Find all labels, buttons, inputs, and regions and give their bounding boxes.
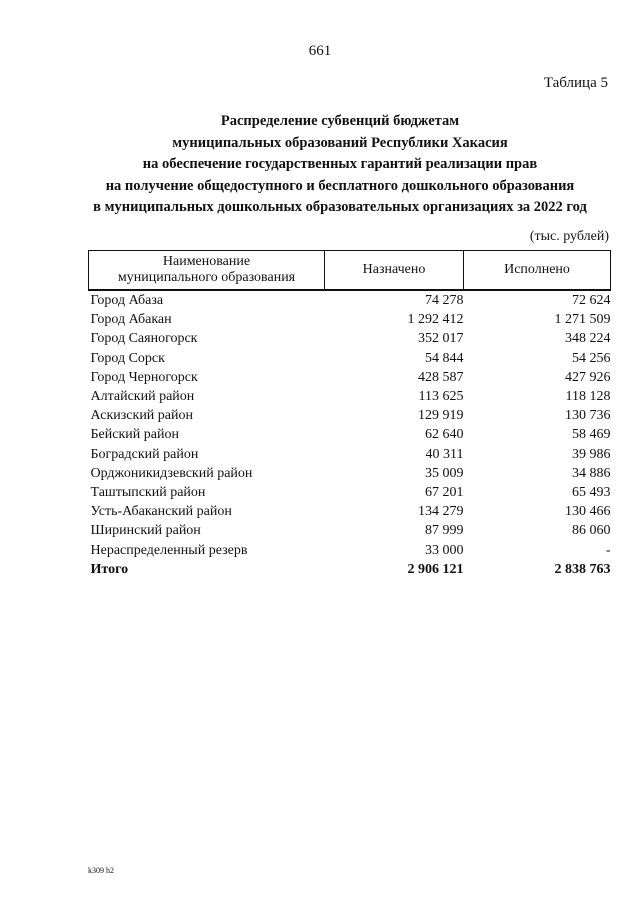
table-label: Таблица 5 (543, 75, 608, 91)
row-name: Ширинский район (90, 523, 201, 539)
row-assigned: 35 009 (425, 465, 464, 481)
table-row (89, 387, 611, 406)
row-assigned: 40 311 (425, 446, 464, 462)
page-number: 661 (308, 43, 332, 59)
row-executed: 54 256 (572, 350, 611, 366)
header-name (89, 251, 325, 291)
row-executed: - (605, 542, 611, 558)
table-row (89, 349, 611, 368)
title-line: Распределение субвенций бюджетам (220, 113, 460, 129)
row-name: Бейский район (90, 427, 179, 443)
row-assigned: 134 279 (418, 504, 464, 520)
table-row (89, 445, 611, 464)
row-name: Город Черногорск (90, 369, 198, 385)
row-assigned: 428 587 (418, 369, 464, 385)
row-name: Аскизский район (90, 408, 193, 424)
row-name: Город Абаза (90, 293, 164, 309)
header-assigned: Назначено (325, 251, 464, 291)
row-name: Усть-Абаканский район (90, 504, 232, 520)
title-line: на обеспечение государственных гарантий реализации прав (142, 156, 538, 172)
row-executed: 130 736 (565, 408, 611, 424)
row-assigned: 54 844 (425, 350, 464, 366)
row-name: Город Сорск (90, 350, 165, 366)
row-assigned: 87 999 (425, 523, 464, 539)
table-header-row (89, 251, 611, 291)
header-name-line2: муниципального образования (117, 270, 296, 285)
total-row (89, 560, 611, 579)
row-assigned: 62 640 (425, 427, 464, 443)
table-row (89, 502, 611, 521)
title-line: в муниципальных дошкольных образовательных организациях за 2022 год (93, 199, 587, 215)
table-row (89, 406, 611, 425)
row-assigned: 129 919 (418, 408, 464, 424)
row-executed: 65 493 (572, 484, 611, 500)
table-row (89, 540, 611, 559)
row-executed: 58 469 (572, 427, 611, 443)
row-assigned: 67 201 (425, 484, 464, 500)
row-assigned: 33 000 (425, 542, 464, 558)
row-executed: 39 986 (572, 446, 611, 462)
row-name: Орджоникидзевский район (90, 465, 253, 481)
row-executed: 1 271 509 (554, 312, 611, 328)
row-executed: 348 224 (565, 331, 611, 347)
row-name: Город Абакан (90, 312, 172, 328)
row-name: Алтайский район (90, 389, 195, 405)
row-name: Нераспределенный резерв (90, 542, 248, 558)
row-executed: 118 128 (565, 389, 611, 405)
total-label: Итого (90, 561, 129, 577)
row-executed: 72 624 (572, 293, 611, 309)
row-assigned: 74 278 (425, 293, 464, 309)
document-title (60, 111, 620, 219)
row-assigned: 1 292 412 (407, 312, 464, 328)
table-row (89, 425, 611, 444)
header-name-line1: Наименование (162, 254, 251, 269)
row-name: Таштыпский район (90, 484, 206, 500)
units-note: (тыс. рублей) (529, 229, 609, 244)
header-executed: Исполнено (464, 251, 611, 291)
footer-code: k309 h2 (88, 866, 114, 875)
row-assigned: 113 625 (418, 389, 464, 405)
total-executed: 2 838 763 (554, 561, 611, 577)
title-line: муниципальных образований Республики Хакасия (172, 134, 508, 151)
table-row (89, 290, 611, 310)
table-row (89, 368, 611, 387)
table-row (89, 310, 611, 329)
title-line: на получение общедоступного и бесплатного дошкольного образования (105, 177, 575, 194)
row-executed: 34 886 (572, 465, 611, 481)
table-row (89, 464, 611, 483)
table-row (89, 521, 611, 540)
row-name: Город Саяногорск (90, 331, 198, 347)
row-assigned: 352 017 (418, 331, 464, 347)
table-row (89, 483, 611, 502)
total-assigned: 2 906 121 (407, 561, 464, 577)
row-executed: 427 926 (565, 369, 611, 385)
row-executed: 86 060 (572, 523, 611, 539)
table-row (89, 329, 611, 348)
row-name: Боградский район (90, 446, 199, 462)
subsidy-table (88, 250, 611, 579)
row-executed: 130 466 (565, 504, 611, 520)
